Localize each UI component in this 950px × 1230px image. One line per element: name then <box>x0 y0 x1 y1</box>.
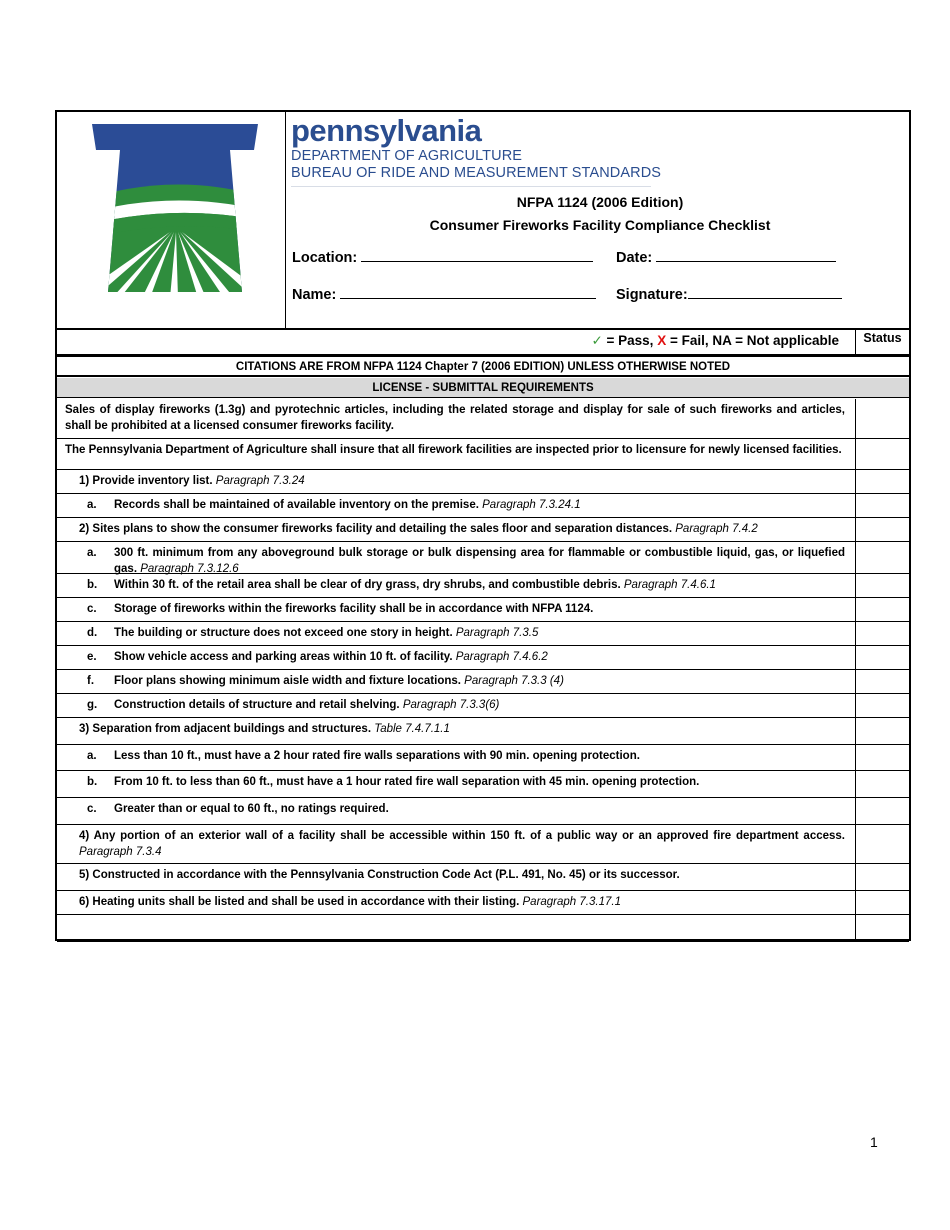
brand-name: pennsylvania <box>291 113 482 148</box>
checklist-row <box>57 718 909 745</box>
item-index: b. <box>87 579 98 591</box>
requirement-text <box>114 625 845 641</box>
status-cell[interactable] <box>855 542 909 573</box>
requirement-text <box>114 577 845 593</box>
citation-reference: Paragraph 7.3.24 <box>215 475 305 487</box>
requirement-text <box>114 497 845 513</box>
brand-bureau: BUREAU OF RIDE AND MEASUREMENT STANDARDS <box>291 165 662 181</box>
date-label: Date: <box>616 250 653 266</box>
signature-blank[interactable] <box>688 285 842 299</box>
checklist-row <box>57 745 909 771</box>
legend-fail-text: = Fail, NA = Not applicable <box>666 333 839 348</box>
status-cell[interactable] <box>855 891 909 914</box>
requirement-text <box>65 402 845 434</box>
citation-reference: Paragraph 7.4.6.2 <box>455 651 548 663</box>
status-cell[interactable] <box>855 694 909 717</box>
requirement-statement: Less than 10 ft., must have a 2 hour rated fire walls separations with 90 min. opening protection. <box>114 750 640 762</box>
status-legend <box>591 333 839 349</box>
item-index: a. <box>87 750 97 762</box>
status-cell[interactable] <box>855 574 909 597</box>
citations-banner: CITATIONS ARE FROM NFPA 1124 Chapter 7 (2006 EDITION) UNLESS OTHERWISE NOTED <box>57 357 909 377</box>
status-cell[interactable] <box>855 825 909 863</box>
requirement-statement: Construction details of structure and retail shelving. <box>114 699 400 711</box>
item-index: b. <box>87 776 98 788</box>
status-cell[interactable] <box>855 798 909 824</box>
checklist-row <box>57 439 909 470</box>
signature-label: Signature: <box>616 287 688 303</box>
citation-reference: Paragraph 7.3.24.1 <box>482 499 581 511</box>
signature-field[interactable] <box>616 285 842 303</box>
requirement-statement: The Pennsylvania Department of Agriculture shall insure that all firework facilities are inspected prior to licensure for newly licensed facilities. <box>65 444 842 456</box>
checklist-row <box>57 915 909 942</box>
requirement-text <box>114 601 845 617</box>
requirement-statement: Show vehicle access and parking areas within 10 ft. of facility. <box>114 651 453 663</box>
requirement-statement: 3) Separation from adjacent buildings and structures. <box>79 723 372 735</box>
item-index: d. <box>87 627 98 639</box>
checklist-row <box>57 825 909 864</box>
checklist-row <box>57 542 909 574</box>
checklist-row <box>57 494 909 518</box>
brand-department: DEPARTMENT OF AGRICULTURE <box>291 148 523 164</box>
requirement-text <box>114 748 845 764</box>
legend-row <box>57 328 909 357</box>
item-index: c. <box>87 603 97 615</box>
checklist-form <box>55 110 911 941</box>
requirement-text <box>79 721 845 737</box>
requirement-text <box>79 521 845 537</box>
status-cell[interactable] <box>855 864 909 890</box>
citation-reference: Paragraph 7.3.3(6) <box>402 699 500 711</box>
checklist-row <box>57 598 909 622</box>
requirement-statement: 1) Provide inventory list. <box>79 475 213 487</box>
requirement-text <box>114 649 845 665</box>
checklist-row <box>57 694 909 718</box>
citation-reference: Table 7.4.7.1.1 <box>374 723 450 735</box>
requirement-statement: 5) Constructed in accordance with the Pennsylvania Construction Code Act (P.L. 491, No. 45) or its successor. <box>79 869 680 881</box>
checklist-row <box>57 798 909 825</box>
citation-reference: Paragraph 7.4.2 <box>675 523 758 535</box>
checklist-row <box>57 518 909 542</box>
status-cell[interactable] <box>855 622 909 645</box>
citation-reference: Paragraph 7.4.6.1 <box>623 579 716 591</box>
item-index: e. <box>87 651 97 663</box>
item-index: f. <box>87 675 95 687</box>
requirement-text <box>114 545 845 577</box>
status-cell[interactable] <box>855 470 909 493</box>
status-column-header: Status <box>855 328 909 354</box>
status-cell[interactable] <box>855 915 909 941</box>
agency-brand <box>291 114 661 182</box>
status-cell[interactable] <box>855 518 909 541</box>
status-cell[interactable] <box>855 399 909 438</box>
brand-divider <box>291 186 651 187</box>
requirement-statement: 2) Sites plans to show the consumer fireworks facility and detailing the sales floor and separation distances. <box>79 523 673 535</box>
location-blank[interactable] <box>361 248 593 262</box>
requirement-text <box>79 894 845 910</box>
status-cell[interactable] <box>855 598 909 621</box>
item-index: g. <box>87 699 98 711</box>
form-title: NFPA 1124 (2006 Edition) <box>516 194 684 210</box>
item-index: c. <box>87 803 97 815</box>
requirement-text <box>79 867 845 883</box>
location-label: Location: <box>292 250 358 266</box>
status-cell[interactable] <box>855 439 909 469</box>
checklist-row <box>57 574 909 598</box>
check-icon: ✓ <box>591 333 603 348</box>
item-index: a. <box>87 499 97 511</box>
checklist-row <box>57 864 909 891</box>
citation-reference: Paragraph 7.3.17.1 <box>522 896 621 908</box>
requirement-text <box>114 697 845 713</box>
date-field[interactable] <box>616 248 836 266</box>
citation-reference: Paragraph 7.3.3 (4) <box>464 675 564 687</box>
requirement-statement: 300 ft. minimum from any aboveground bulk storage or bulk dispensing area for flammable or combustible liquid, gas, or liquefied gas. <box>114 547 845 575</box>
item-index: a. <box>87 547 97 559</box>
checklist-row <box>57 891 909 915</box>
form-subtitle: Consumer Fireworks Facility Compliance Checklist <box>429 217 771 233</box>
requirement-text <box>65 442 845 458</box>
name-blank[interactable] <box>340 285 596 299</box>
requirement-text <box>114 673 845 689</box>
checklist-row <box>57 670 909 694</box>
requirement-statement: Sales of display fireworks (1.3g) and pyrotechnic articles, including the related storage and display for sale of such fireworks and articles, shall be prohibited at a licensed consumer fireworks facility. <box>65 404 845 432</box>
name-label: Name: <box>292 287 337 303</box>
requirement-text <box>79 828 845 860</box>
checklist-row <box>57 470 909 494</box>
name-field[interactable] <box>292 285 596 303</box>
requirement-statement: The building or structure does not exceed one story in height. <box>114 627 453 639</box>
requirement-statement: Greater than or equal to 60 ft., no ratings required. <box>114 803 389 815</box>
section-heading: LICENSE - SUBMITTAL REQUIREMENTS <box>57 378 909 398</box>
checklist-row <box>57 771 909 798</box>
requirement-text <box>114 801 845 817</box>
date-blank[interactable] <box>656 248 836 262</box>
citation-reference: Paragraph 7.3.5 <box>455 627 539 639</box>
status-cell[interactable] <box>855 646 909 669</box>
requirement-text <box>79 473 845 489</box>
citation-reference: Paragraph 7.3.12.6 <box>140 563 239 575</box>
form-header <box>57 112 909 330</box>
requirement-statement: Records shall be maintained of available inventory on the premise. <box>114 499 479 511</box>
status-cell[interactable] <box>855 670 909 693</box>
legend-pass-text: = Pass, <box>602 333 658 348</box>
requirement-statement: Storage of fireworks within the fireworks facility shall be in accordance with NFPA 1124. <box>114 603 594 615</box>
requirement-statement: From 10 ft. to less than 60 ft., must have a 1 hour rated fire wall separation with 45 min. opening protection. <box>114 776 700 788</box>
status-cell[interactable] <box>855 771 909 797</box>
checklist-row <box>57 622 909 646</box>
checklist-row <box>57 399 909 439</box>
fail-x-icon: X <box>657 333 667 348</box>
requirement-statement: Within 30 ft. of the retail area shall be clear of dry grass, dry shrubs, and combustible debris. <box>114 579 621 591</box>
location-field[interactable] <box>292 248 593 266</box>
keystone-logo-icon <box>90 120 260 298</box>
requirement-statement: 6) Heating units shall be listed and shall be used in accordance with their listing. <box>79 896 520 908</box>
citation-reference: Paragraph 7.3.4 <box>79 846 162 858</box>
requirement-text <box>114 774 845 790</box>
page-number: 1 <box>870 1134 878 1150</box>
logo-cell <box>57 112 286 328</box>
requirement-statement: Floor plans showing minimum aisle width and fixture locations. <box>114 675 461 687</box>
status-cell[interactable] <box>855 718 909 744</box>
status-cell[interactable] <box>855 745 909 770</box>
requirement-statement: 4) Any portion of an exterior wall of a facility shall be accessible within 150 ft. of a public way or an approved fire department access. <box>79 830 845 842</box>
status-cell[interactable] <box>855 494 909 517</box>
checklist-row <box>57 646 909 670</box>
checklist-rows <box>57 399 909 942</box>
